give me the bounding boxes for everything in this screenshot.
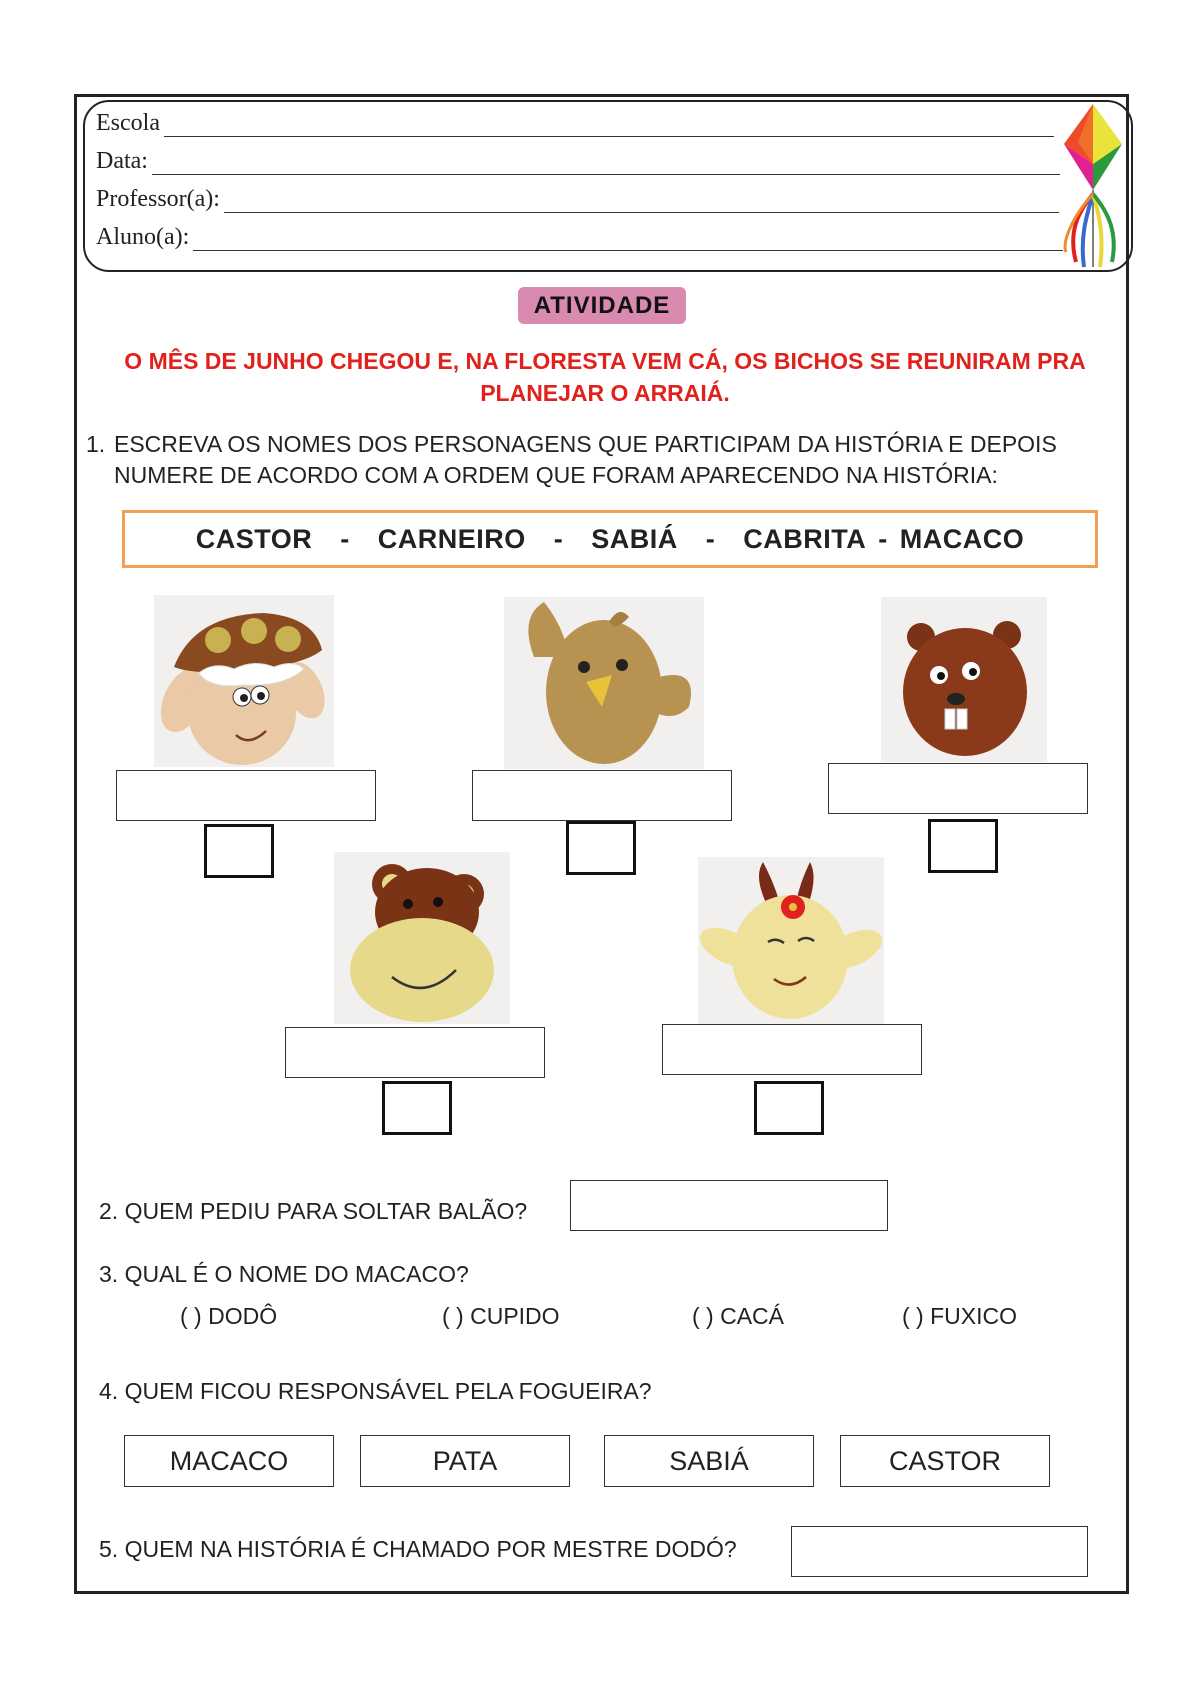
question-5: 5. QUEM NA HISTÓRIA É CHAMADO POR MESTRE DODÓ?	[99, 1536, 737, 1562]
date-label: Data:	[96, 148, 148, 174]
name-separator: -	[340, 523, 350, 554]
question-4: 4. QUEM FICOU RESPONSÁVEL PELA FOGUEIRA?	[99, 1378, 652, 1404]
answer-field-sheep[interactable]	[116, 770, 376, 821]
order-box-bird[interactable]	[566, 821, 636, 875]
teacher-label: Professor(a):	[96, 186, 220, 212]
answer-field-monkey[interactable]	[285, 1027, 545, 1078]
school-label: Escola	[96, 110, 160, 136]
order-box-beaver[interactable]	[928, 819, 998, 873]
name-sabia: SABIÁ	[591, 523, 678, 554]
answer-field-q2[interactable]	[570, 1180, 888, 1231]
choice-sabia[interactable]: SABIÁ	[604, 1435, 814, 1487]
student-line	[96, 224, 1063, 251]
answer-field-q5[interactable]	[791, 1526, 1088, 1577]
monkey-icon	[334, 852, 510, 1024]
student-field[interactable]	[193, 230, 1063, 251]
answer-field-beaver[interactable]	[828, 763, 1088, 814]
name-separator: -	[878, 523, 888, 554]
choice-macaco[interactable]: MACACO	[124, 1435, 334, 1487]
sheep-icon	[154, 595, 334, 767]
kite-icon	[1058, 102, 1128, 272]
option-cupido[interactable]: ( ) CUPIDO	[442, 1303, 560, 1329]
goat-icon	[698, 857, 884, 1024]
date-line	[96, 148, 1060, 175]
question-1-number: 1.	[86, 431, 106, 457]
student-label: Aluno(a):	[96, 224, 190, 250]
choice-pata[interactable]: PATA	[360, 1435, 570, 1487]
school-line	[96, 110, 1054, 137]
choice-castor[interactable]: CASTOR	[840, 1435, 1050, 1487]
answer-field-bird[interactable]	[472, 770, 732, 821]
teacher-line	[96, 186, 1059, 213]
name-carneiro: CARNEIRO	[377, 523, 526, 554]
name-castor: CASTOR	[195, 523, 313, 554]
question-1-text: ESCREVA OS NOMES DOS PERSONAGENS QUE PARTICIPAM DA HISTÓRIA E DEPOIS NUMERE DE ACORDO COM A ORDEM QUE FORAM APARECENDO NA HISTÓRIA:	[114, 431, 1057, 488]
bird-icon	[504, 597, 704, 769]
name-macaco: MACACO	[899, 523, 1025, 554]
activity-title: ATIVIDADE	[518, 287, 686, 324]
name-separator: -	[705, 523, 716, 554]
name-separator: -	[553, 523, 564, 554]
character-names-box	[122, 510, 1098, 568]
intro-text: O MÊS DE JUNHO CHEGOU E, NA FLORESTA VEM CÁ, OS BICHOS SE REUNIRAM PRA PLANEJAR O ARRAIÁ.	[124, 348, 1086, 406]
question-2: 2. QUEM PEDIU PARA SOLTAR BALÃO?	[99, 1198, 528, 1224]
order-box-goat[interactable]	[754, 1081, 824, 1135]
name-cabrita: CABRITA	[743, 523, 867, 554]
option-fuxico[interactable]: ( ) FUXICO	[902, 1303, 1017, 1329]
question-1	[86, 429, 1136, 491]
date-field[interactable]	[152, 154, 1060, 175]
beaver-icon	[881, 597, 1047, 762]
option-caca[interactable]: ( ) CACÁ	[692, 1303, 784, 1329]
option-dodo[interactable]: ( ) DODÔ	[180, 1303, 278, 1329]
question-3: 3. QUAL É O NOME DO MACACO?	[99, 1261, 469, 1287]
answer-field-goat[interactable]	[662, 1024, 922, 1075]
school-field[interactable]	[164, 116, 1054, 137]
teacher-field[interactable]	[224, 192, 1059, 213]
order-box-monkey[interactable]	[382, 1081, 452, 1135]
order-box-sheep[interactable]	[204, 824, 274, 878]
